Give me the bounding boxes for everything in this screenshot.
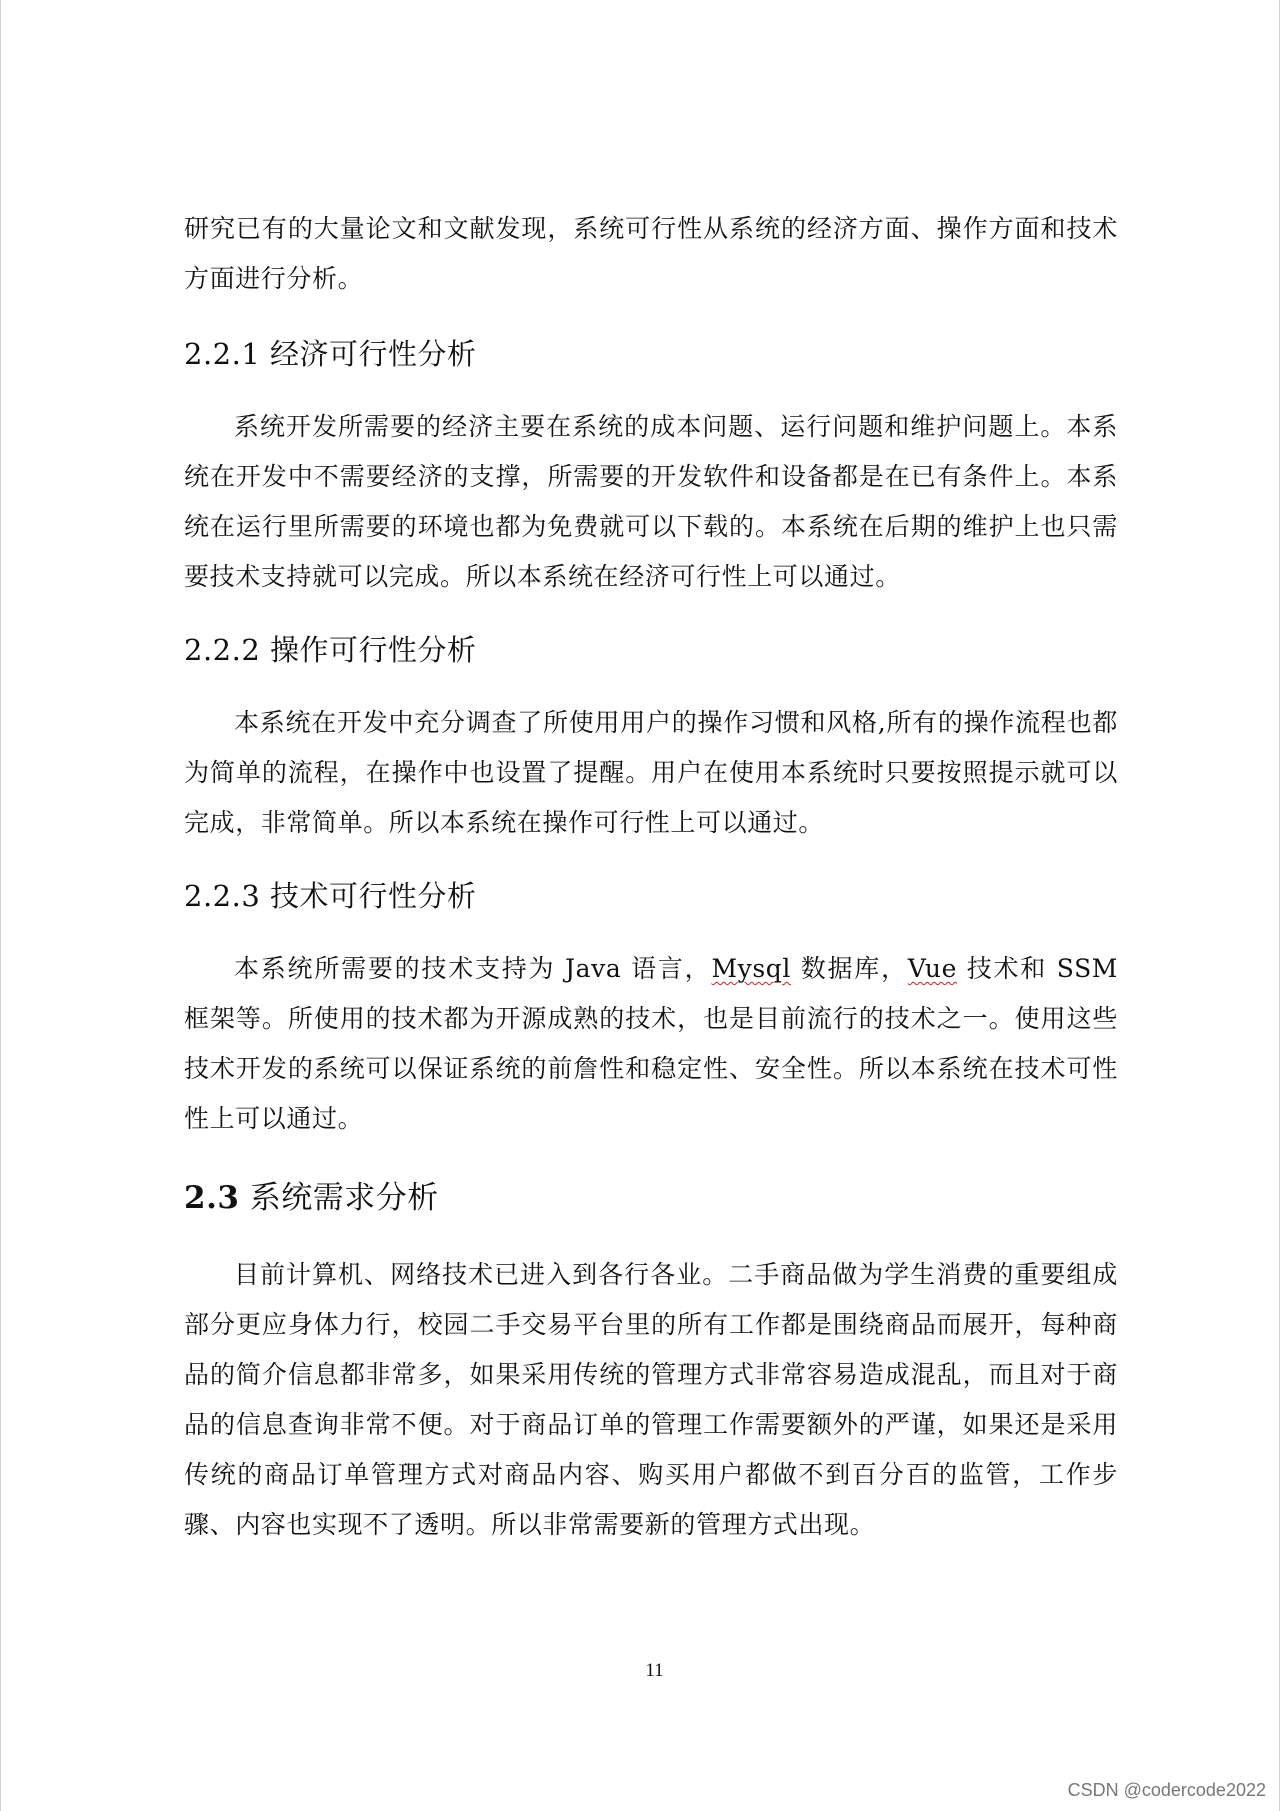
section-number: 2.2.2 [184,633,261,667]
page-content [184,204,1118,1550]
section-heading-technical [184,876,1118,916]
operation-paragraph: 本系统在开发中充分调查了所使用用户的操作习惯和风格,所有的操作流程也都为简单的流程，在操作中也设置了提醒。用户在使用本系统时只要按照提示就可以完成，非常简单。所以本系统在操作可行性上可以通过。 [184,708,1118,837]
section-heading-operation [184,630,1118,670]
technical-text-part: 技术和 SSM 框架等。所使用的技术都为开源成熟的技术，也是目前流行的技术之一。使用这些技术开发的系统可以保证系统的前詹性和稳定性、安全性。所以本系统在技术可性性上可以通过。 [184,954,1119,1133]
technical-paragraph [184,944,1118,1144]
main-section-title: 系统需求分析 [249,1180,439,1216]
section-number: 2.2.1 [184,337,261,371]
technical-text-part: 本系统所需要的技术支持为 Java 语言， [234,954,712,983]
spellcheck-word-mysql: Mysql [711,954,792,983]
spellcheck-word-vue: Vue [907,954,958,983]
csdn-watermark: CSDN @codercode2022 [1067,1780,1266,1800]
section-title: 技术可行性分析 [270,879,477,913]
page-number: 11 [645,1660,664,1681]
technical-text-part: 数据库， [791,954,908,983]
section-heading-economic [184,334,1118,374]
intro-paragraph: 研究已有的大量论文和文献发现，系统可行性从系统的经济方面、操作方面和技术方面进行分析。 [184,214,1118,293]
main-section-number: 2.3 [184,1180,240,1216]
requirements-paragraph: 目前计算机、网络技术已进入到各行各业。二手商品做为学生消费的重要组成部分更应身体力行，校园二手交易平台里的所有工作都是围绕商品而展开，每种商品的简介信息都非常多，如果采用传统的管理方式非常容易造成混乱，而且对于商品的信息查询非常不便。对于商品订单的管理工作需要额外的严谨，如果还是采用传统的商品订单管理方式对商品内容、购买用户都做不到百分百的监管，工作步骤、内容也实现不了透明。所以非常需要新的管理方式出现。 [184,1260,1118,1539]
section-title: 经济可行性分析 [270,337,477,371]
economic-paragraph: 系统开发所需要的经济主要在系统的成本问题、运行问题和维护问题上。本系统在开发中不需要经济的支撑，所需要的开发软件和设备都是在已有条件上。本系统在运行里所需要的环境也都为免费就可以下载的。本系统在后期的维护上也只需要技术支持就可以完成。所以本系统在经济可行性上可以通过。 [184,412,1118,591]
section-title: 操作可行性分析 [270,633,477,667]
main-section-heading [184,1176,1118,1220]
section-number: 2.2.3 [184,879,261,913]
